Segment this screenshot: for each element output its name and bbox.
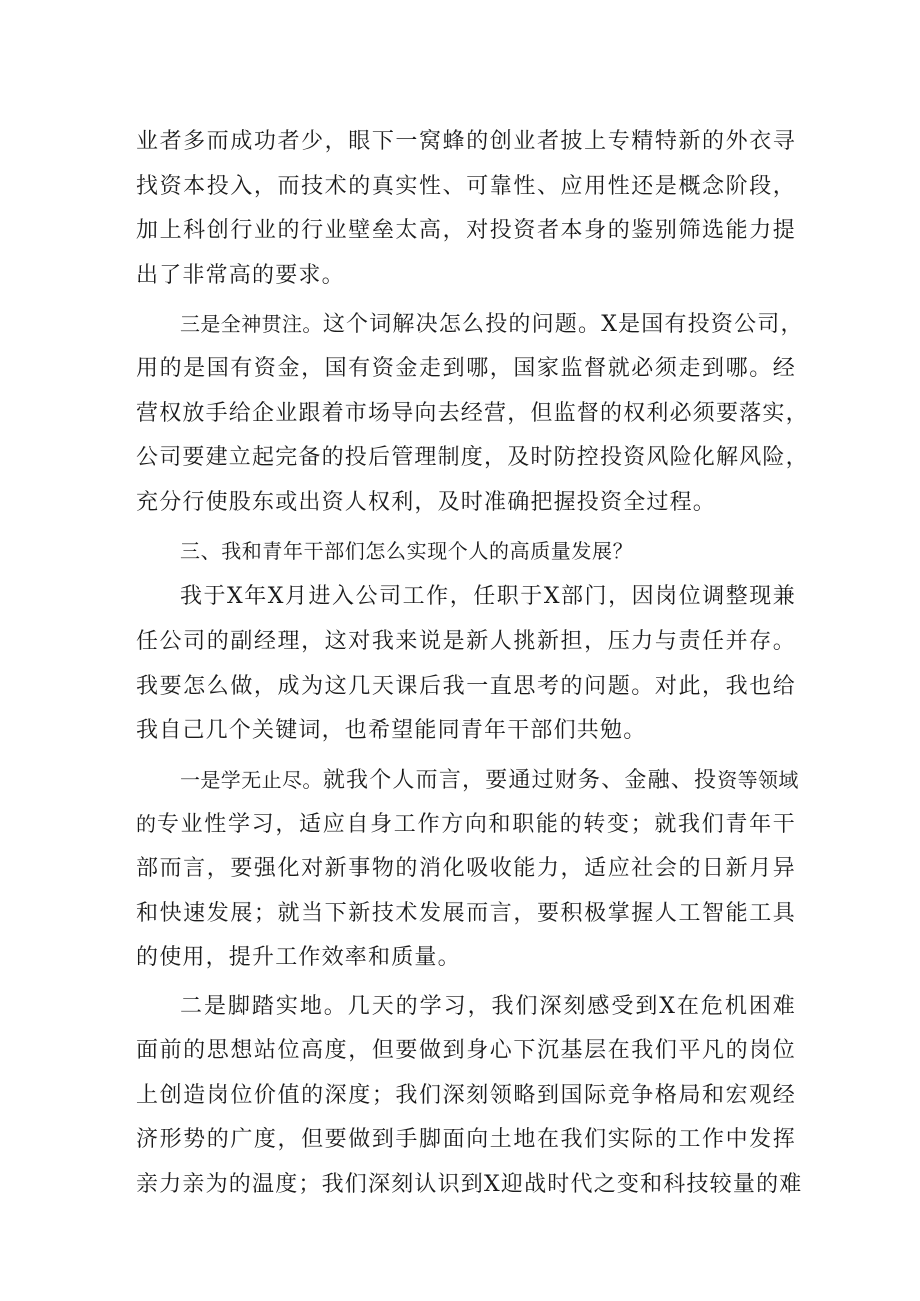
text-line: 营权放手给企业跟着市场导向去经营，但监督的权利必须要落实， bbox=[136, 400, 809, 426]
paragraph bbox=[136, 985, 803, 1208]
text-line: 济形势的广度，但要做到手脚面向土地在我们实际的工作中发挥 bbox=[136, 1127, 796, 1153]
text-line: 充分行使股东或出资人权利，及时准确把握投资全过程。 bbox=[136, 489, 717, 515]
text-line: 用的是国有资金，国有资金走到哪，国家监督就必须走到哪。经 bbox=[136, 355, 796, 381]
text-line: 面前的思想站位高度，但要做到身心下沉基层在我们平凡的岗位 bbox=[136, 1038, 796, 1064]
text-line: 二是脚踏实地。几天的学习，我们深刻感受到X在危机困难 bbox=[180, 993, 796, 1019]
text-line: 公司要建立起完备的投后管理制度，及时防控投资风险化解风险， bbox=[136, 445, 809, 471]
text-line: 找资本投入，而技术的真实性、可靠性、应用性还是概念阶段， bbox=[136, 173, 796, 199]
text-line: 上创造岗位价值的深度；我们深刻领略到国际竞争格局和宏观经 bbox=[136, 1082, 796, 1108]
paragraph bbox=[136, 302, 809, 525]
text-line: 加上科创行业的行业壁垒太高，对投资者本身的鉴别筛选能力提 bbox=[136, 218, 796, 244]
text-line: 我要怎么做，成为这几天课后我一直思考的问题。对此，我也给 bbox=[136, 673, 796, 699]
text-line: 出了非常高的要求。 bbox=[136, 262, 345, 288]
keyword: 三是全神贯注。 bbox=[180, 312, 323, 337]
paragraph bbox=[136, 120, 796, 298]
paragraph bbox=[136, 575, 796, 753]
text-line: 的使用，提升工作效率和质量。 bbox=[136, 945, 461, 971]
document-page bbox=[136, 120, 809, 1208]
text-line: 业者多而成功者少，眼下一窝蜂的创业者披上专精特新的外衣寻 bbox=[136, 129, 796, 154]
text-line: 亲力亲为的温度；我们深刻认识到X迎战时代之变和科技较量的难 bbox=[136, 1172, 803, 1198]
text-fragment: 专业性学习，适应自身工作方向和职能的转变；就我们青年干 bbox=[156, 812, 796, 838]
text-line: 任公司的副经理，这对我来说是新人挑新担，压力与责任并存。 bbox=[136, 628, 796, 654]
keyword: 的 bbox=[136, 812, 157, 837]
text-line: 和快速发展；就当下新技术发展而言，要积极掌握人工智能工具 bbox=[136, 900, 796, 926]
text-line: 部而言，要强化对新事物的消化吸收能力，适应社会的日新月异 bbox=[136, 855, 796, 881]
text-line bbox=[136, 758, 799, 803]
paragraph bbox=[136, 758, 799, 981]
keyword: 资等领域 bbox=[717, 767, 799, 792]
text-line bbox=[136, 302, 804, 347]
text-fragment: 这个词解决怎么投的问题。X是国有投资公司， bbox=[322, 312, 804, 338]
section-heading: 三、我和青年干部们怎么实现个人的高质量发展？ bbox=[180, 539, 634, 564]
keyword: 一是学无止尽。 bbox=[180, 767, 323, 792]
text-line: 我自己几个关键词，也希望能同青年干部们共勉。 bbox=[136, 718, 647, 744]
text-fragment: 就我个人而言，要通过财务、金融、投 bbox=[322, 767, 718, 793]
text-line bbox=[136, 802, 796, 847]
text-line: 我于X年X月进入公司工作，任职于X部门，因岗位调整现兼 bbox=[180, 584, 796, 610]
